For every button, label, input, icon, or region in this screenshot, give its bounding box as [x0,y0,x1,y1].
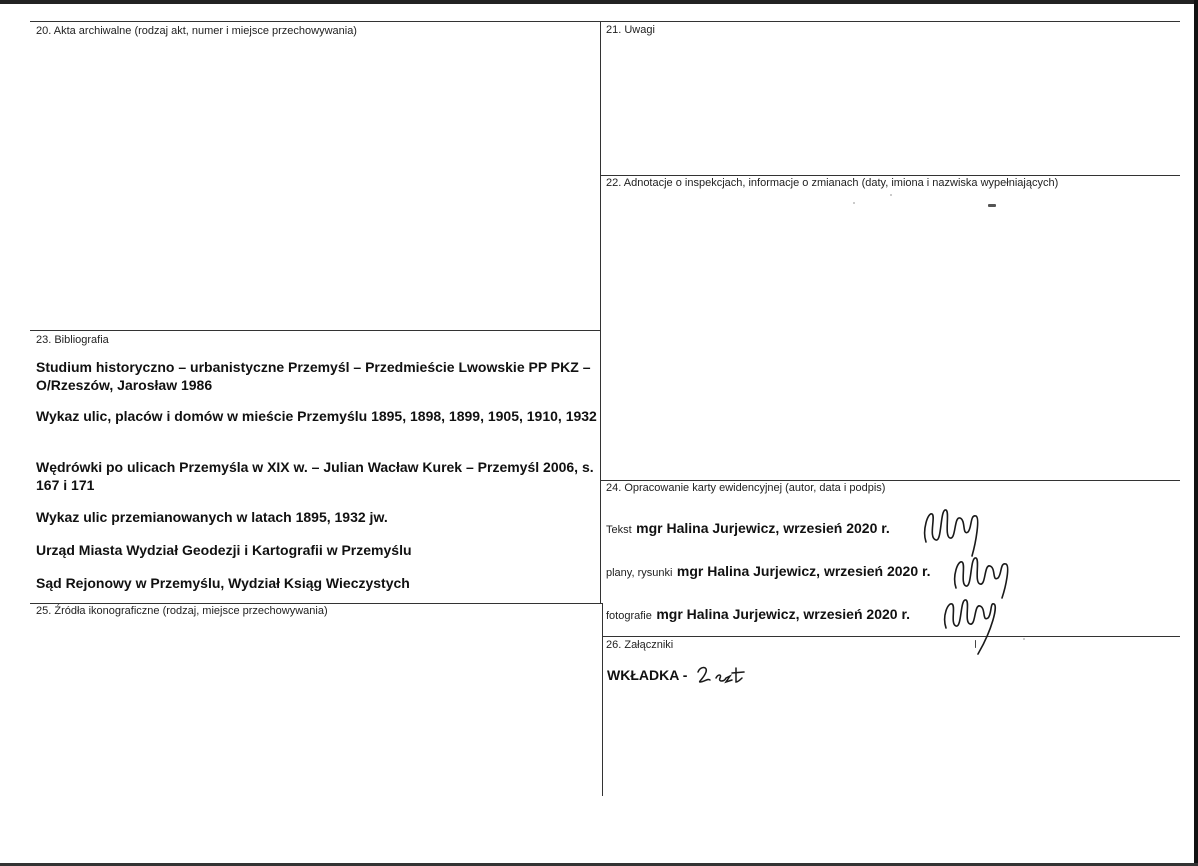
rule-top [30,21,1180,22]
scan-speck [988,204,996,207]
handwritten-count-icon [696,664,748,686]
author-prefix: fotografie [606,610,652,622]
rule-22-24 [600,480,1180,481]
author-row-photos [606,606,910,624]
rule-21-22 [600,175,1180,176]
field-24-label: 24. Opracowanie karty ewidencyjnej (autor, data i podpis) [606,482,886,494]
scan-speck [975,640,976,648]
bibliography-entry: Wykaz ulic, placów i domów w mieście Przemyślu 1895, 1898, 1899, 1905, 1910, 1932 [36,408,597,424]
rule-24-26 [602,636,1180,637]
field-22-label: 22. Adnotacje o inspekcjach, informacje o zmianach (daty, imiona i nazwiska wypełniających) [606,177,1059,189]
field-26-label: 26. Załączniki [606,639,674,651]
attachment-line [607,664,748,686]
scan-edge-top [0,0,1198,4]
field-20-label: 20. Akta archiwalne (rodzaj akt, numer i miejsce przechowywania) [36,25,357,37]
scan-speck [890,194,892,196]
rule-20-23 [30,330,600,331]
scan-edge-right [1194,0,1198,866]
author-name: mgr Halina Jurjewicz, wrzesień 2020 r. [636,520,890,536]
author-name: mgr Halina Jurjewicz, wrzesień 2020 r. [676,563,931,579]
signature-icon [940,594,1000,658]
bibliography-entry: Urząd Miasta Wydział Geodezji i Kartografii w Przemyślu [36,542,412,558]
bibliography-entry: Wykaz ulic przemianowanych w latach 1895, 1932 jw. [36,509,388,525]
author-prefix: Tekst [606,524,632,536]
author-row-text [606,520,890,538]
attachment-text: WKŁADKA - [607,667,688,683]
rule-23-25 [30,603,602,604]
signature-icon [950,552,1012,600]
bibliography-entry: Studium historyczno – urbanistyczne Przemyśl – Przedmieście Lwowskie PP PKZ – O/Rzeszów, Jarosław 1986 [36,359,591,393]
field-21-label: 21. Uwagi [606,24,655,36]
bibliography-entry: Wędrówki po ulicach Przemyśla w XIX w. – Julian Wacław Kurek – Przemyśl 2006, s. 167 i 171 [36,459,594,493]
column-divider-lower [602,603,603,796]
author-row-plans [606,563,931,581]
bibliography-entry: Sąd Rejonowy w Przemyślu, Wydział Ksiąg Wieczystych [36,575,410,591]
author-name: mgr Halina Jurjewicz, wrzesień 2020 r. [656,606,911,622]
scan-speck [853,202,855,204]
field-23-label: 23. Bibliografia [36,334,109,346]
author-prefix: plany, rysunki [606,567,673,579]
field-25-label: 25. Źródła ikonograficzne (rodzaj, miejsce przechowywania) [36,605,328,617]
scan-speck [1023,638,1025,640]
